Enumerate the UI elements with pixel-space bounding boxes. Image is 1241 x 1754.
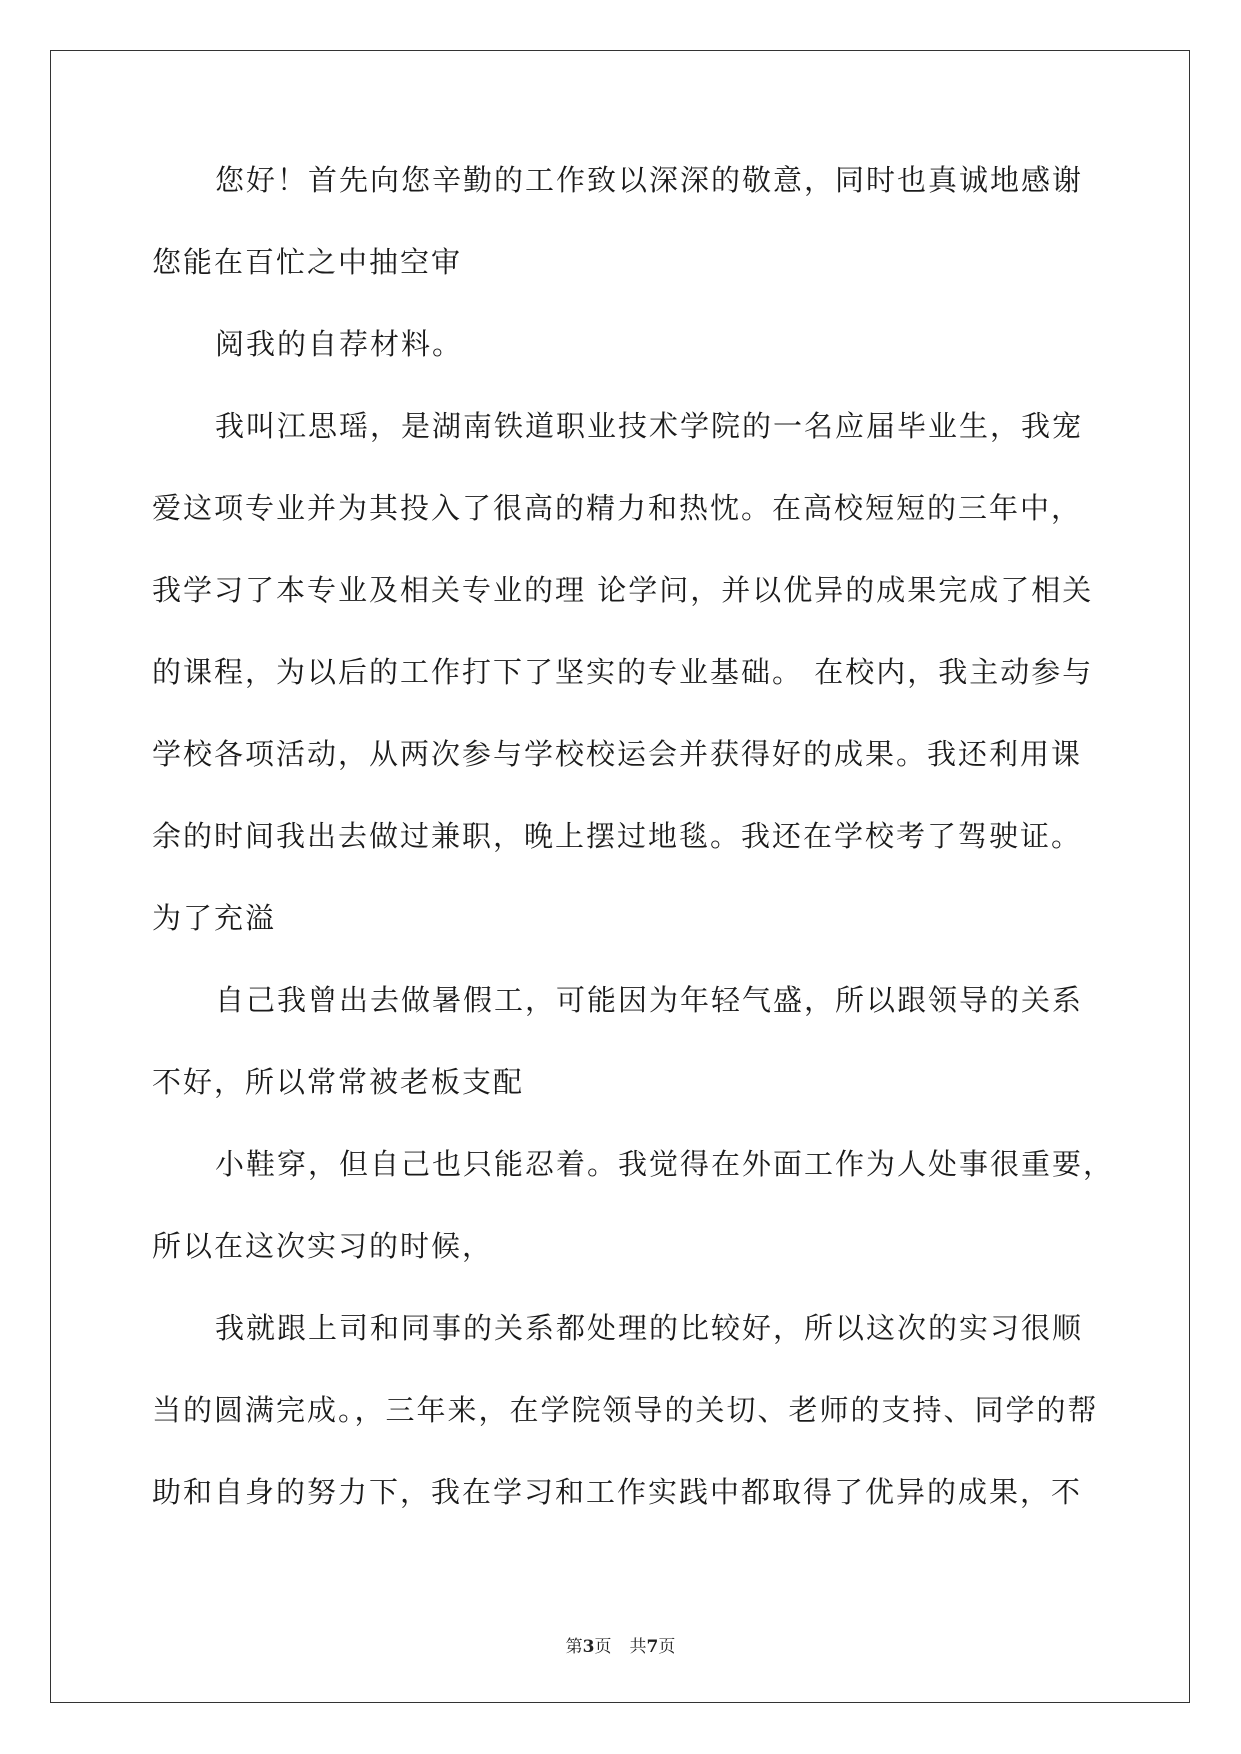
text-line: 我叫江思瑶，是湖南铁道职业技术学院的一名应届毕业生，我宠 [215,409,1084,443]
text-line: 的课程，为以后的工作打下了坚实的专业基础。 在校内，我主动参与 [152,655,1094,689]
text-line: 自己我曾出去做暑假工，可能因为年轻气盛，所以跟领导的关系 [215,983,1084,1017]
text-line: 助和自身的努力下，我在学习和工作实践中都取得了优异的成果，不 [152,1475,1083,1509]
page-footer [0,1632,1241,1657]
text-line: 我学习了本专业及相关专业的理 论学问，并以优异的成果完成了相关 [152,573,1094,607]
text-line: 不好，所以常常被老板支配 [152,1065,525,1099]
text-line: 您能在百忙之中抽空审 [152,245,463,279]
total-pages-suffix: 页 [658,1637,676,1657]
text-line: 阅我的自荐材料。 [215,327,464,361]
text-line: 为了充溢 [152,901,277,935]
text-line: 学校各项活动，从两次参与学校校运会并获得好的成果。我还利用课 [152,737,1083,771]
total-pages-number: 7 [646,1637,659,1657]
text-line: 爱这项专业并为其投入了很高的精力和热忱。在高校短短的三年中， [152,491,1083,525]
text-line: 余的时间我出去做过兼职，晚上摆过地毯。我还在学校考了驾驶证。 [152,819,1083,853]
text-line: 小鞋穿，但自己也只能忍着。我觉得在外面工作为人处事很重要， [215,1147,1115,1181]
text-line: 您好！首先向您辛勤的工作致以深深的敬意，同时也真诚地感谢 [215,163,1084,197]
text-line: 我就跟上司和同事的关系都处理的比较好，所以这次的实习很顺 [215,1311,1084,1345]
text-line: 所以在这次实习的时候， [152,1229,494,1263]
current-page-number: 3 [582,1637,595,1657]
text-line: 当的圆满完成。，三年来，在学院领导的关切、老师的支持、同学的帮 [152,1393,1099,1427]
page-number-suffix: 页 [594,1637,612,1657]
page-number-prefix: 第 [565,1637,583,1657]
total-pages-prefix: 共 [629,1637,647,1657]
document-body [152,160,1115,1554]
